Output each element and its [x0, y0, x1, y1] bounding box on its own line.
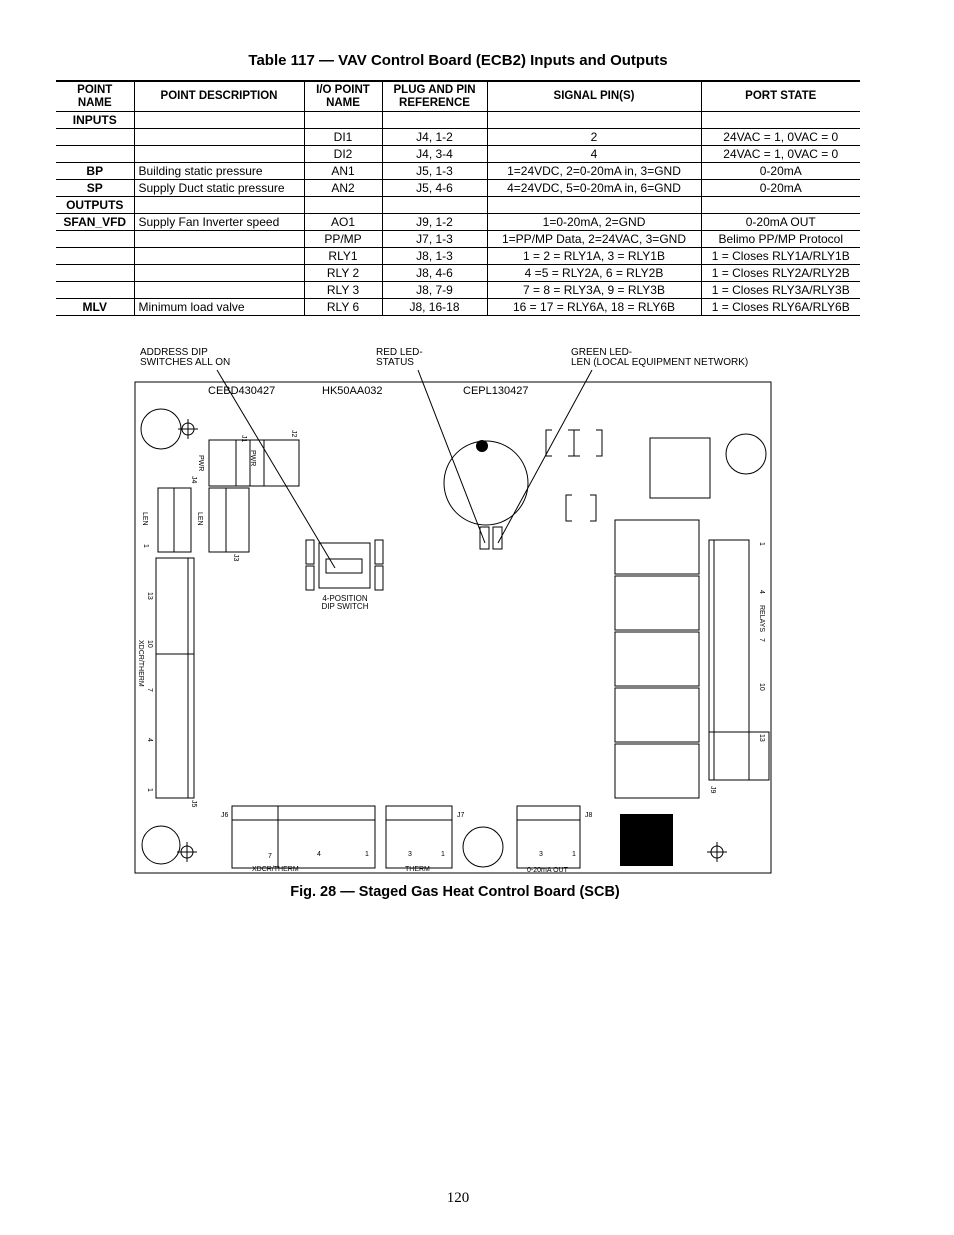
board-outline — [135, 382, 771, 873]
board-code-2: HK50AA032 — [322, 385, 383, 397]
figure — [0, 340, 954, 900]
table-cell: J8, 7-9 — [382, 282, 487, 299]
table-cell: J7, 1-3 — [382, 231, 487, 248]
connector-j5-xdcr-therm — [137, 558, 197, 808]
svg-text:0-20mA OUT: 0-20mA OUT — [527, 867, 568, 874]
mounting-hole-bottom-mid — [463, 827, 503, 867]
table-cell: J9, 1-2 — [382, 214, 487, 231]
figure-caption: Fig. 28 — Staged Gas Heat Control Board (SCB) — [290, 884, 620, 900]
connector-j8-output — [517, 806, 593, 874]
table-cell: OUTPUTS — [56, 197, 134, 214]
svg-text:4: 4 — [758, 590, 765, 594]
svg-text:LEN: LEN — [196, 512, 203, 526]
table-cell: 7 = 8 = RLY3A, 9 = RLY3B — [487, 282, 701, 299]
table-row — [56, 231, 860, 248]
table-cell: J4, 1-2 — [382, 129, 487, 146]
table-row — [56, 180, 860, 197]
table-cell: 0-20mA — [701, 180, 860, 197]
callout-address-dip-line1: ADDRESS DIP — [140, 347, 208, 358]
svg-text:7: 7 — [146, 688, 153, 692]
table-cell: 4 =5 = RLY2A, 6 = RLY2B — [487, 265, 701, 282]
table-cell: SFAN_VFD — [56, 214, 134, 231]
table-cell — [134, 282, 304, 299]
svg-text:10: 10 — [758, 683, 765, 691]
table-cell: MLV — [56, 299, 134, 316]
svg-text:7: 7 — [268, 853, 272, 860]
column-header: POINT DESCRIPTION — [134, 81, 304, 112]
svg-text:J2: J2 — [290, 430, 297, 438]
table-row — [56, 265, 860, 282]
callout-green-led-line2: LEN (LOCAL EQUIPMENT NETWORK) — [571, 357, 749, 368]
table-cell — [56, 146, 134, 163]
table-cell: Supply Fan Inverter speed — [134, 214, 304, 231]
column-header: PORT STATE — [701, 81, 860, 112]
connector-len-left — [141, 488, 191, 552]
svg-text:10: 10 — [146, 640, 153, 648]
table-cell: DI2 — [304, 146, 382, 163]
table-row — [56, 197, 860, 214]
relays — [615, 520, 699, 798]
table-cell: 1=0-20mA, 2=GND — [487, 214, 701, 231]
table-cell — [56, 248, 134, 265]
mounting-hole-bottom-right — [707, 842, 727, 862]
table-cell: 1 = Closes RLY2A/RLY2B — [701, 265, 860, 282]
io-table — [56, 80, 860, 316]
table-cell: 4 — [487, 146, 701, 163]
table-row — [56, 248, 860, 265]
connector-j9-relays — [709, 540, 769, 794]
svg-text:1: 1 — [142, 544, 149, 548]
table-row — [56, 282, 860, 299]
table-cell: AO1 — [304, 214, 382, 231]
column-header: PLUG AND PIN REFERENCE — [382, 81, 487, 112]
table-cell: J4, 3-4 — [382, 146, 487, 163]
svg-text:4-POSITION: 4-POSITION — [322, 594, 368, 603]
svg-text:J8: J8 — [585, 812, 593, 819]
table-cell — [134, 265, 304, 282]
svg-text:J3: J3 — [232, 554, 239, 562]
svg-text:RELAYS: RELAYS — [758, 605, 765, 633]
table-cell — [134, 248, 304, 265]
svg-text:3: 3 — [539, 851, 543, 858]
table-row — [56, 129, 860, 146]
table-cell: RLY 2 — [304, 265, 382, 282]
table-cell: 1=PP/MP Data, 2=24VAC, 3=GND — [487, 231, 701, 248]
table-cell: AN2 — [304, 180, 382, 197]
table-cell: J5, 1-3 — [382, 163, 487, 180]
table-cell — [134, 146, 304, 163]
table-cell: 1 = Closes RLY1A/RLY1B — [701, 248, 860, 265]
table-cell: 2 — [487, 129, 701, 146]
connector-j6-xdcr-therm — [221, 806, 375, 873]
table-cell: 1=24VDC, 2=0-20mA in, 3=GND — [487, 163, 701, 180]
table-cell: Building static pressure — [134, 163, 304, 180]
table-cell — [56, 129, 134, 146]
page-number: 120 — [446, 1190, 470, 1206]
capacitor — [444, 440, 528, 525]
svg-text:THERM: THERM — [405, 866, 430, 873]
table-cell — [134, 197, 304, 214]
table-cell: 4=24VDC, 5=0-20mA in, 6=GND — [487, 180, 701, 197]
svg-text:J7: J7 — [457, 812, 465, 819]
table-cell: SP — [56, 180, 134, 197]
table-cell: RLY 3 — [304, 282, 382, 299]
callout-red-led-line1: RED LED- — [376, 347, 423, 358]
table-cell: Belimo PP/MP Protocol — [701, 231, 860, 248]
table-cell — [487, 197, 701, 214]
svg-text:1: 1 — [146, 788, 153, 792]
table-cell — [56, 282, 134, 299]
svg-text:J6: J6 — [221, 812, 229, 819]
ic-chip — [650, 438, 710, 498]
table-row — [56, 299, 860, 316]
callout-red-led-line2: STATUS — [376, 357, 414, 368]
table-cell — [304, 112, 382, 129]
board-code-1: CEBD430427 — [208, 385, 276, 397]
table-cell — [56, 231, 134, 248]
connector-j1-j4-pwr — [190, 435, 250, 486]
table-cell — [382, 112, 487, 129]
red-led — [480, 527, 489, 549]
table-row — [56, 214, 860, 231]
svg-text:J5: J5 — [190, 800, 197, 808]
dip-switch — [306, 540, 383, 611]
svg-text:XDCR/THERM: XDCR/THERM — [137, 640, 144, 687]
table-title: Table 117 — VAV Control Board (ECB2) Inputs and Outputs — [248, 52, 668, 69]
table-cell: Supply Duct static pressure — [134, 180, 304, 197]
table-cell — [701, 197, 860, 214]
svg-text:7: 7 — [758, 638, 765, 642]
table-cell — [134, 231, 304, 248]
svg-text:1: 1 — [572, 851, 576, 858]
callout-green-led-line1: GREEN LED- — [571, 347, 633, 358]
table-cell: J8, 1-3 — [382, 248, 487, 265]
black-chip — [620, 814, 673, 866]
table-cell: DI1 — [304, 129, 382, 146]
svg-text:J4: J4 — [190, 476, 197, 484]
table-cell: 24VAC = 1, 0VAC = 0 — [701, 146, 860, 163]
svg-text:1: 1 — [441, 851, 445, 858]
svg-text:J9: J9 — [709, 786, 716, 794]
mounting-hole-top-right — [726, 434, 766, 474]
control-board-diagram — [0, 340, 954, 900]
table-cell: 16 = 17 = RLY6A, 18 = RLY6B — [487, 299, 701, 316]
table-row — [56, 112, 860, 129]
svg-text:4: 4 — [317, 851, 321, 858]
svg-text:3: 3 — [408, 851, 412, 858]
table-cell: Minimum load valve — [134, 299, 304, 316]
table-cell — [56, 265, 134, 282]
board-code-3: CEPL130427 — [463, 385, 529, 397]
callout-address-dip-line2: SWITCHES ALL ON — [140, 357, 231, 368]
table-cell: 24VAC = 1, 0VAC = 0 — [701, 129, 860, 146]
table-cell: INPUTS — [56, 112, 134, 129]
svg-text:DIP SWITCH: DIP SWITCH — [321, 602, 369, 611]
svg-text:LEN: LEN — [141, 512, 148, 526]
svg-text:13: 13 — [758, 734, 765, 742]
table-cell: BP — [56, 163, 134, 180]
table-cell: J8, 16-18 — [382, 299, 487, 316]
svg-text:PWR: PWR — [197, 455, 204, 472]
table-cell: J5, 4-6 — [382, 180, 487, 197]
table-row — [56, 146, 860, 163]
connector-j7-therm — [386, 806, 465, 873]
svg-text:4: 4 — [146, 738, 153, 742]
table-cell: 0-20mA — [701, 163, 860, 180]
table-cell — [487, 112, 701, 129]
svg-text:PWR: PWR — [249, 450, 256, 467]
table-cell: 1 = Closes RLY6A/RLY6B — [701, 299, 860, 316]
table-cell — [382, 197, 487, 214]
table-cell — [134, 129, 304, 146]
table-cell: RLY 6 — [304, 299, 382, 316]
table-cell: AN1 — [304, 163, 382, 180]
table-cell: 1 = 2 = RLY1A, 3 = RLY1B — [487, 248, 701, 265]
table-cell: 1 = Closes RLY3A/RLY3B — [701, 282, 860, 299]
table-header-row — [56, 81, 860, 112]
svg-text:1: 1 — [758, 542, 765, 546]
svg-text:13: 13 — [146, 592, 153, 600]
column-header: I/O POINT NAME — [304, 81, 382, 112]
svg-text:J1: J1 — [240, 435, 247, 443]
table-cell: J8, 4-6 — [382, 265, 487, 282]
table-cell — [304, 197, 382, 214]
table-row — [56, 163, 860, 180]
column-header: POINT NAME — [56, 81, 134, 112]
connector-j2-pwr — [249, 430, 299, 486]
table-cell: 0-20mA OUT — [701, 214, 860, 231]
table-cell — [701, 112, 860, 129]
small-components — [546, 430, 602, 521]
callout-leader-lines — [217, 370, 592, 568]
column-header: SIGNAL PIN(S) — [487, 81, 701, 112]
mounting-hole-top-left — [141, 409, 198, 449]
table-cell — [134, 112, 304, 129]
mounting-hole-bottom-left — [142, 826, 197, 864]
table-body — [56, 112, 860, 316]
table-cell: RLY1 — [304, 248, 382, 265]
connector-len-j3 — [196, 488, 249, 562]
svg-text:1: 1 — [365, 851, 369, 858]
svg-text:XDCR/THERM: XDCR/THERM — [252, 866, 299, 873]
table-cell: PP/MP — [304, 231, 382, 248]
